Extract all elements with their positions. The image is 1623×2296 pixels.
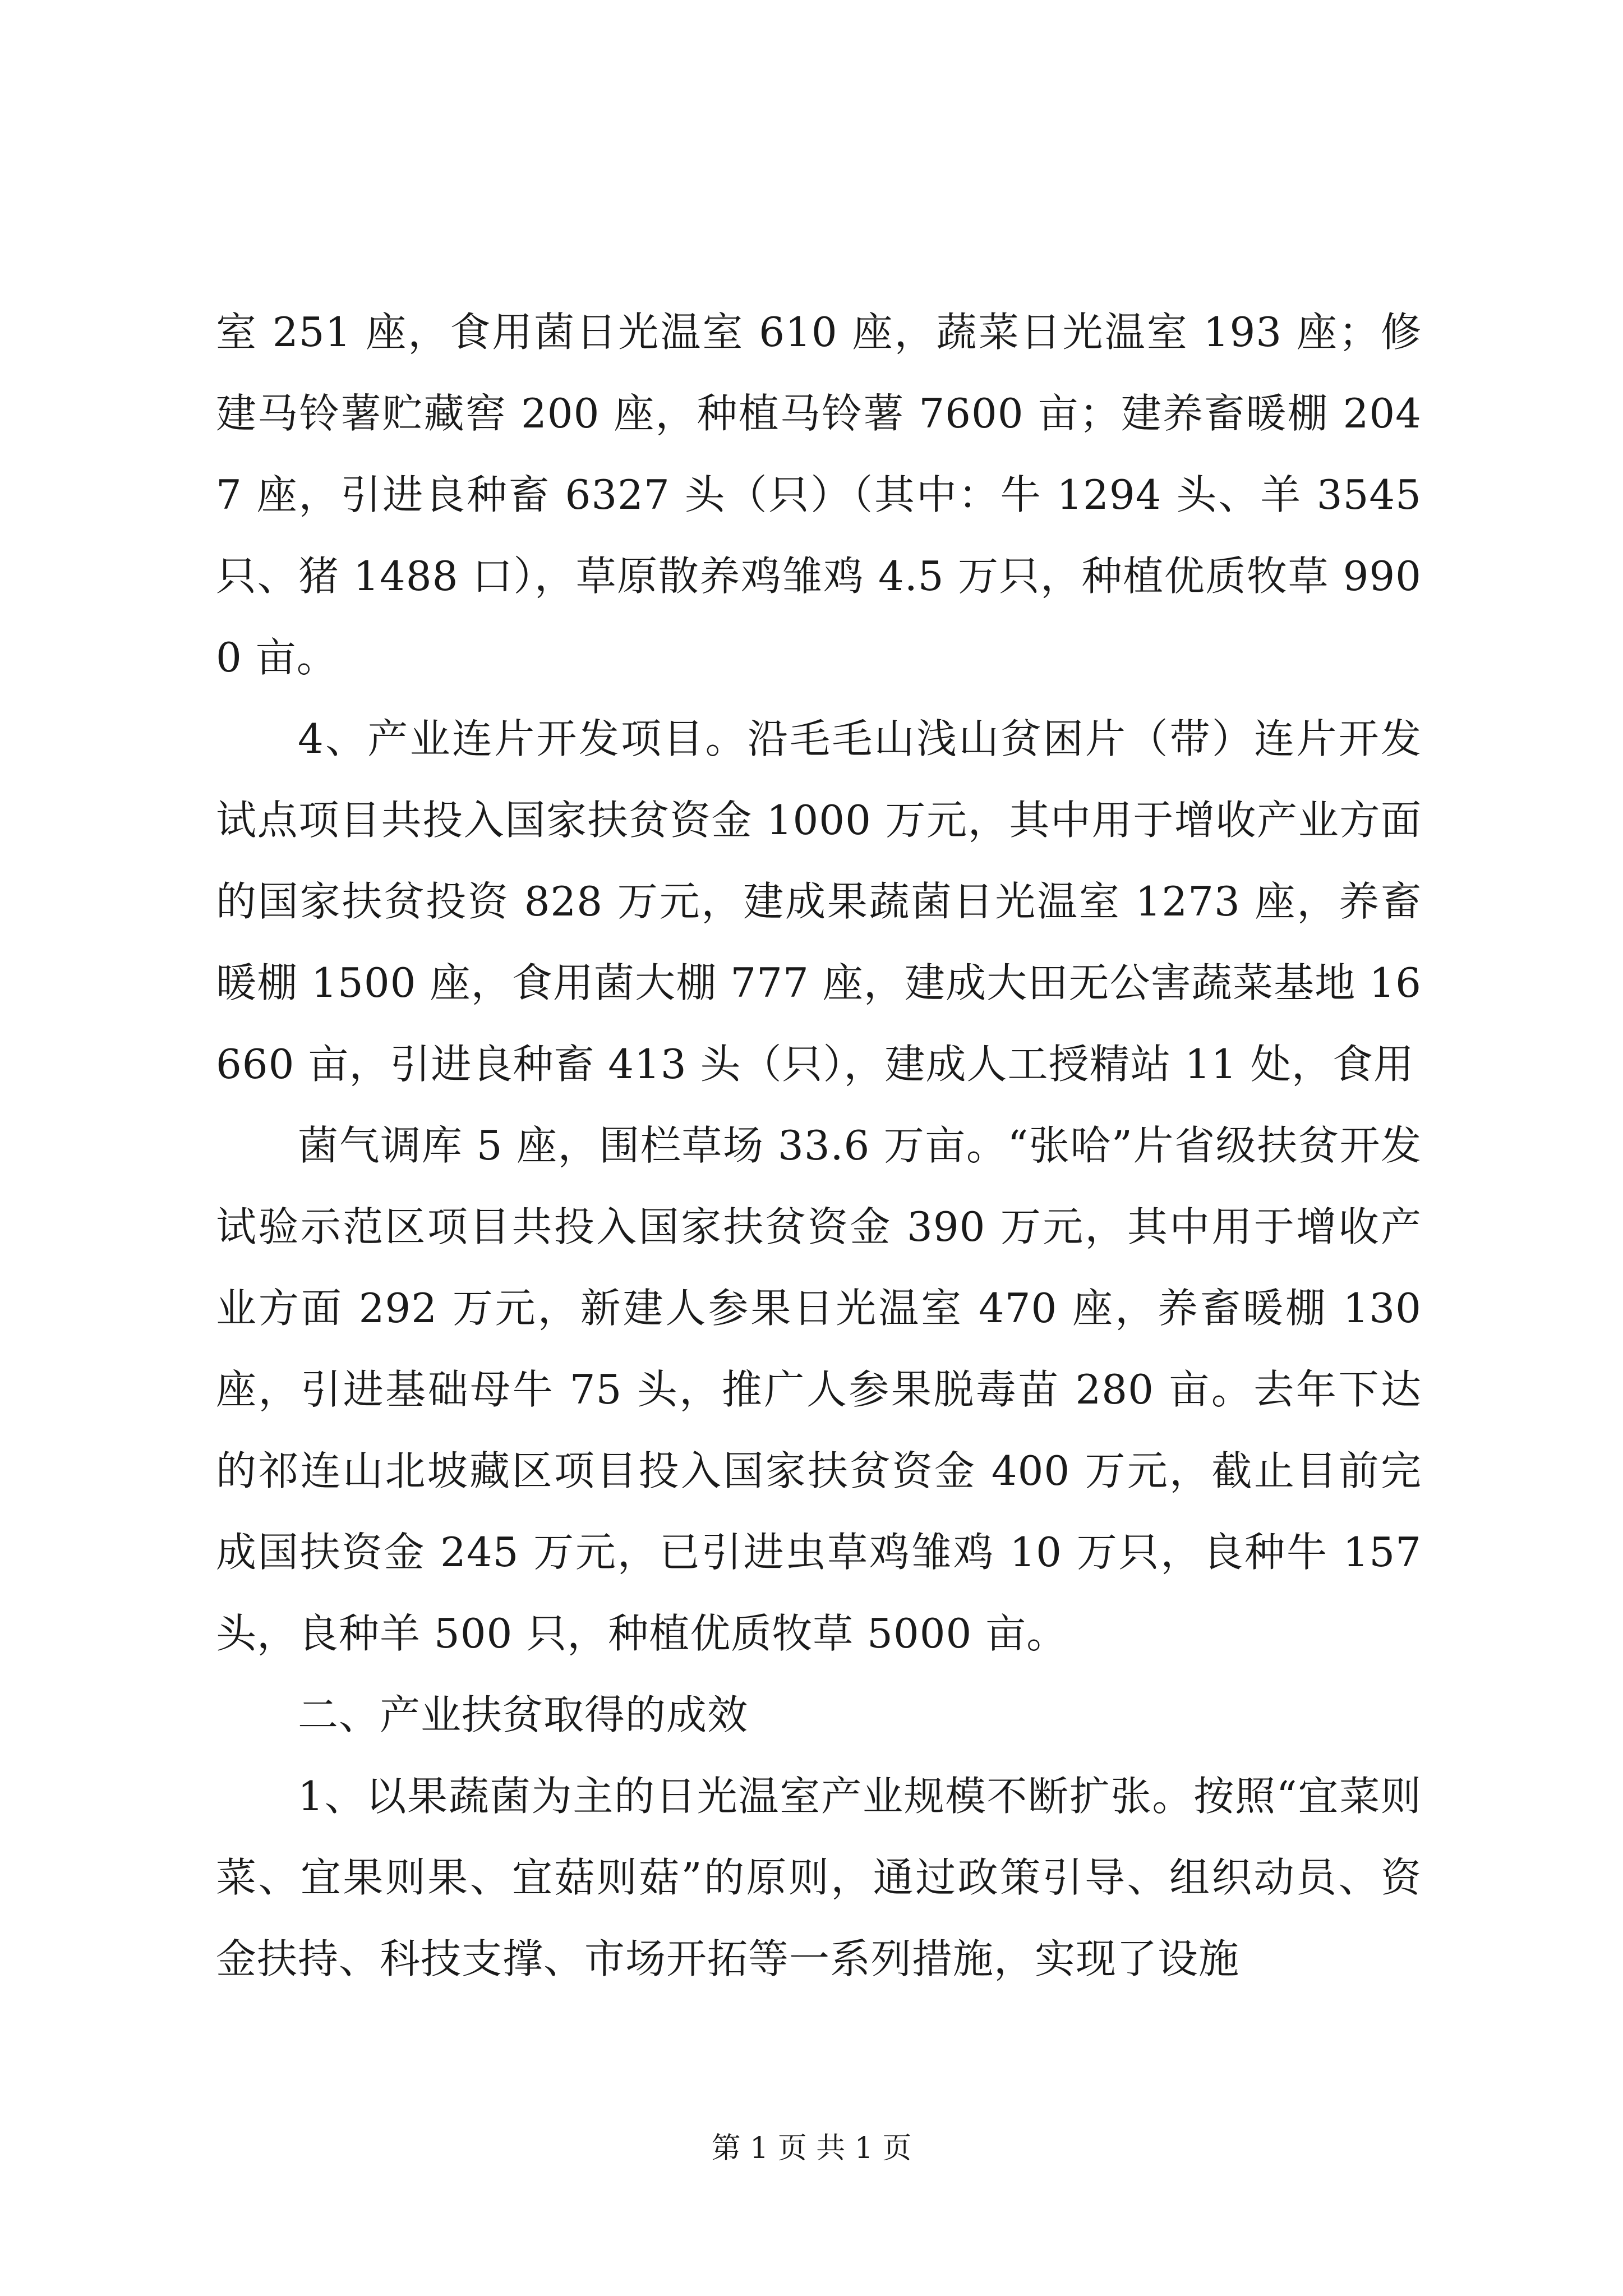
paragraph-industry-project: 4、产业连片开发项目。沿毛毛山浅山贫困片（带）连片开发试点项目共投入国家扶贫资金 1000 万元，其中用于增收产业方面的国家扶贫投资 828 万元，建成果蔬菌日光温室 1273 座，养畜暖棚 1500 座，食用菌大棚 777 座，建成大田无公害蔬菜基地 16660 亩，引进良种畜 413 头（只），建成人工授精站 11 处，食用: [216, 715, 1422, 1088]
paragraph-continuation: 室 251 座，食用菌日光温室 610 座，蔬菜日光温室 193 座；修建马铃薯贮藏窖 200 座，种植马铃薯 7600 亩；建养畜暖棚 2047 座，引进良种畜 6327 头（只）（其中：牛 1294 头、羊 3545 只、猪 1488 口），草原散养鸡雏鸡 4.5 万只，种植优质牧草 9900 亩。: [216, 309, 1422, 681]
paragraph-mushroom-storage: 菌气调库 5 座，围栏草场 33.6 万亩。“张哈”片省级扶贫开发试验示范区项目共投入国家扶贫资金 390 万元，其中用于增收产业方面 292 万元，新建人参果日光温室 470 座，养畜暖棚 130 座，引进基础母牛 75 头，推广人参果脱毒苗 280 亩。去年下达的祁连山北坡藏区项目投入国家扶贫资金 400 万元，截止目前完成国扶资金 245 万元，已引进虫草鸡雏鸡 10 万只，良种牛 157 头，良种羊 500 只，种植优质牧草 5000 亩。: [216, 1122, 1422, 1657]
paragraph-greenhouse-industry: 1、以果蔬菌为主的日光温室产业规模不断扩张。按照“宜菜则菜、宜果则果、宜菇则菇”的原则，通过政策引导、组织动员、资金扶持、科技支撑、市场开拓等一系列措施，实现了设施: [216, 1773, 1422, 1982]
section-heading: 二、产业扶贫取得的成效: [298, 1691, 749, 1738]
page-footer: 第 1 页 共 1 页: [711, 2132, 912, 2165]
document-body: [216, 292, 1422, 2000]
